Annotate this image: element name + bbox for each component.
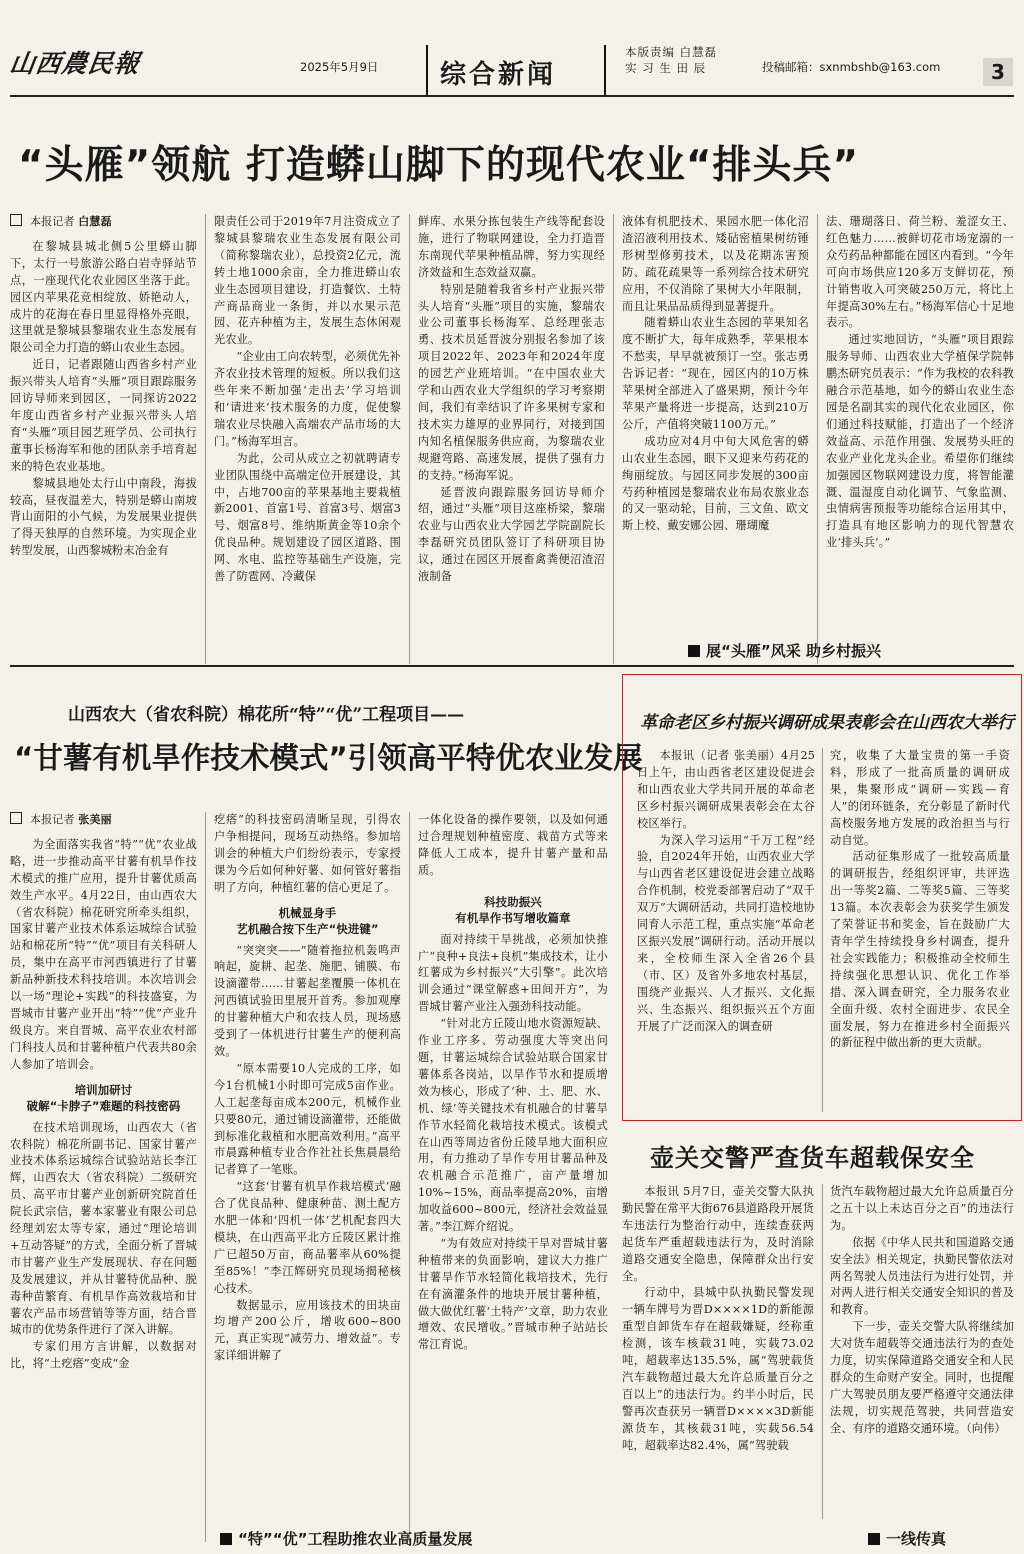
paragraph: 鲜库、水果分拣包装生产线等配套设施，进行了物联网建设，全力打造晋东南现代苹果种植品牌，努力实现经济效益和生态效益双赢。	[418, 215, 605, 279]
masthead-rule	[10, 95, 1014, 97]
article-1-col-5	[826, 214, 1014, 634]
column-rule	[822, 1184, 823, 1519]
subheading	[214, 905, 401, 937]
paragraph: 依据《中华人民共和国道路交通安全法》相关规定，执勤民警依法对两名驾驶人员违法行为进行处罚，并对两人进行相关交通安全知识的普及和教育。	[830, 1235, 1014, 1317]
byline-box-icon	[10, 812, 22, 824]
article-1-col-4	[622, 214, 809, 664]
paragraph: 为此，公司从成立之初就聘请专业团队围绕中高端定位开展建设，其中，占地700亩的苹果基地主要栽植新2001、首富1号、首富3号、烟富3号、烟富8号、维纳斯黄金等10余个优良品种。规划建设了园区道路、围网、水电、监控等基础生产设施，完善了防雹网、冷藏保	[214, 451, 401, 584]
byline-name: 张美丽	[78, 813, 112, 826]
column-rule	[205, 812, 206, 1542]
subheading-line: 破解“卡脖子”难题的科技密码	[26, 1098, 181, 1113]
subheading-line: 科技助振兴	[484, 894, 542, 909]
paragraph: “这套‘甘薯有机旱作栽培模式’融合了优良品种、健康种苗、测土配方水肥一体和‘四机一体’艺机配套四大模块，在山西高平北方丘陵区累计推广已超50万亩，商品薯率从60%提至85%！”李江辉研究员现场揭秘核心技术。	[214, 1180, 401, 1295]
article-1-col-3	[418, 214, 605, 664]
paragraph: 为全面落实我省“特”“优”农业战略，进一步推动高平甘薯有机旱作技术模式的推广应用，提升甘薯优质高效生产水平。4月22日，由山西农大（省农科院）棉花研究所牵头组织，国家甘薯产业技术体系运城综合试验站和棉花所“特”“优”项目有关科研人员，集中在高平市河西镇进行了甘薯新品种新技术科技培训。本次培训会以一场“理论+实践”的科技盛宴，为晋城市甘薯产业开出“特”“优”产业升级良方。来自晋城、高平农业农村部门科技人员和甘薯种植户代表共80余人参加了培训会。	[10, 837, 197, 1071]
section-name: 综合新闻	[440, 60, 557, 90]
column-rule	[822, 748, 823, 1112]
subheading-line: 艺机融合按下生产“快进键”	[236, 921, 379, 936]
masthead-bar-right	[604, 45, 606, 95]
paragraph: “针对北方丘陵山地水资源短缺、作业工序多、劳动强度大等突出问题，甘薯运城综合试验站联合国家甘薯体系各岗站，以旱作节水和提质增效为核心，形成了‘种、土、肥、水、机、绿’等关键技术有机融合的甘薯旱作节水轻简化栽培技术模式。该模式在山西等周边省份丘陵旱地大面积应用，有力推动了旱作专用甘薯品种及农机融合示范推广，亩产量增加10%~15%，商品率提高20%，亩增加收益600~800元，经济社会效益显著。”李江辉介绍说。	[418, 1017, 608, 1234]
paragraph: 在黎城县城北侧5公里蟒山脚下，太行一号旅游公路白岩寺驿站节点，一座现代化农业园区坐落于此。园区内苹果花竞相绽放、娇艳动人，成片的花海在春日里显得格外亮眼，这里就是黎城县黎瑞农业生态发展有限公司全力打造的蟒山农业生态园。	[10, 239, 197, 355]
paragraph: 本报讯 5月7日，壶关交警大队执勤民警在常平大街676县道路段开展货车违法行为整治行动中，连续查获两起货车严重超载违法行为，及时消除道路交通安全隐患，保障群众出行安全。	[622, 1185, 814, 1283]
article-1-tagline	[688, 640, 881, 661]
subheading-line: 有机旱作书写增收篇章	[455, 910, 571, 925]
article-4-tagline	[868, 1528, 946, 1549]
byline-name: 白慧磊	[78, 215, 112, 228]
article-2-kicker: 山西农大（省农科院）棉花所“特”“优”工程项目——	[68, 705, 465, 725]
article-4-col-1	[622, 1184, 814, 1544]
paragraph: 货汽车载物超过最大允许总质量百分之五十以上未达百分之百”的违法行为。	[830, 1185, 1014, 1232]
article-2-col-2	[214, 812, 401, 1532]
black-square-icon	[868, 1533, 880, 1545]
page-number: 3	[983, 58, 1013, 86]
article-1-title: “头雁”领航 打造蟒山脚下的现代农业“排头兵”	[18, 143, 860, 188]
subheading-line: 培训加研讨	[74, 1082, 133, 1097]
paragraph: “原本需要10人完成的工序，如今1台机械1小时即可完成5亩作业。人工起垄每亩成本200元，机械作业只要80元，通过铺设滴灌带，还能做到标准化栽植和水肥高效利用。”高平市晨露种植专业合作社社长焦晨晨给记者算了一笔账。	[214, 1061, 401, 1177]
paragraph: “企业由工向农转型，必须优先补齐农业技术管理的短板。所以我们这些年来不断加强‘走出去’学习培训和‘请进来’技术服务的力度，促使黎瑞农业尽快融入高端农产品市场的大门。”杨海军坦言。	[214, 350, 401, 448]
byline-label: 本报记者	[30, 215, 75, 228]
paragraph: 专家们用方言讲解，以数据对比，将“土疙瘩”变成“金	[10, 1340, 197, 1371]
tagline-text: 一线传真	[886, 1530, 947, 1548]
article-1-byline	[10, 214, 197, 231]
column-rule	[409, 812, 410, 1542]
submission-email: 投稿邮箱：sxnmbshb@163.com	[762, 60, 941, 74]
column-rule	[817, 214, 818, 664]
paragraph: 一体化设备的操作要领，以及如何通过合理规划种植密度、栽苗方式等来降低人工成本，提升甘薯产量和品质。	[418, 813, 608, 877]
column-rule	[613, 214, 614, 664]
paragraph: 法、珊瑚落日、荷兰粉、羞涩女王、红色魅力……被鲜切花市场宠溺的一众芍药品种都能在园区内看到。“今年可向市场供应120多万支鲜切花，预计销售收入可突破250万元，将比上年提高30%左右。”杨海军信心十足地表示。	[826, 215, 1014, 330]
article-1-col-2	[214, 214, 401, 664]
article-3-title: 革命老区乡村振兴调研成果表彰会在山西农大举行	[640, 713, 1014, 733]
newspaper-logo: 山西農民報	[7, 49, 142, 78]
article-2-col-1	[10, 812, 197, 1542]
tagline-text: “特”“优”工程助推农业高质量发展	[238, 1530, 473, 1548]
column-rule	[409, 214, 410, 664]
paragraph: 疙瘩”的科技密码清晰呈现，引得农户争相提问，现场互动热络。参加培训会的种植大户们纷纷表示，专家授课为今后如何种好薯、如何管好薯指明了方向，种植红薯的信心更足了。	[214, 813, 401, 894]
paragraph: 下一步，壶关交警大队将继续加大对货车超载等交通违法行为的查处力度，切实保障道路交通安全和人民群众的生命财产安全。同时，也提醒广大驾驶员朋友要严格遵守交通法律法规，切实规范驾驶，共同营造安全、有序的道路交通环境。（向伟）	[830, 1320, 1014, 1435]
paragraph: 行动中，县城中队执勤民警发现一辆车牌号为晋D××××1D的新能源重型自卸货车存在超载嫌疑，经称重检测，该车核载31吨，实载73.02吨，超载率达135.5%，属“驾驶载货汽车载物超过最大允许总质量百分之百以上”的违法行为。约半小时后，民警再次查获另一辆晋D××××3D新能源货车，其核载31吨，实载56.54吨，超载率达82.4%，属“驾驶载	[622, 1286, 814, 1452]
article-3-col-2	[830, 748, 1010, 1112]
paragraph: 随着蟒山农业生态园的苹果知名度不断扩大，每年成熟季，苹果根本不愁卖，早早就被预订一空。张志勇告诉记者：“现在，园区内的10万株苹果树全部进入了盛果期，预计今年苹果产量将进一步提高，达到210万公斤，产值将突破1100万元。”	[622, 316, 809, 431]
article-4-col-2	[830, 1184, 1014, 1514]
paragraph: 本报讯（记者 张美丽）4月25日上午，由山西省老区建设促进会和山西农业大学共同开展的革命老区乡村振兴调研成果表彰会在太谷校区举行。	[637, 749, 815, 830]
paragraph: 活动征集形成了一批较高质量的调研报告，经组织评审，共评选出一等奖2篇、二等奖5篇、三等奖13篇。本次表彰会为获奖学生颁发了荣誉证书和奖金，旨在鼓励广大青年学生持续投身乡村调查，提升社会实践能力；积极推动全校师生持续强化思想认识、优化工作举措、深入调查研究，全力服务农业全面升级、农村全面进步、农民全面发展，努力在推进乡村全面振兴的新征程中做出新的更大贡献。	[830, 850, 1010, 1050]
paragraph: 为深入学习运用“千万工程”经验，自2024年开始，山西农业大学与山西省老区建设促进会建立战略合作机制，校党委部署启动了“双千双万”大调研活动，共同打造校地协同育人示范工程，重点实施“革命老区振兴发展”调研行动。活动开展以来，全校师生深入全省26个县（市、区）及省外多地农村基层，围绕产业振兴、人才振兴、文化振兴、生态振兴、组织振兴五个方面开展了广泛而深入的调查研	[637, 833, 815, 1033]
column-rule	[205, 214, 206, 664]
paragraph: 限责任公司于2019年7月注资成立了黎城县黎瑞农业生态发展有限公司（简称黎瑞农业），总投资2亿元，流转土地1000余亩，全力推进蟒山农业生态园项目建设，打造餐饮、土特产商品商业一条街，并以水果示范园、花卉种植为主，发展生态休闲观光农业。	[214, 215, 401, 347]
section-rule	[10, 665, 1014, 667]
paragraph: 面对持续干旱挑战，必须加快推广“良种+良法+良机”集成技术，让小红薯成为乡村振兴“大引擎”。此次培训会通过“课堂解惑+田间开方”，为晋城甘薯产业注入强劲科技动能。	[418, 932, 608, 1014]
article-4-title: 壶关交警严查货车超载保安全	[650, 1144, 975, 1172]
paragraph: “为有效应对持续干旱对晋城甘薯种植带来的负面影响，建议大力推广甘薯旱作节水轻简化栽培技术，先行在有滴灌条件的地块开展甘薯种植，做大做优红薯‘土特产’文章，助力农业增效、农民增收。”晋城市种子站站长常江育说。	[418, 1236, 608, 1352]
article-2-byline	[10, 812, 197, 829]
article-2-tagline	[220, 1528, 472, 1549]
paragraph: 黎城县地处太行山中南段，海拔较高，昼夜温差大，特别是蟒山南坡背山面阳的小气候，为发展果业提供了得天独厚的自然环境。为实现企业转型发展，山西黎城粉末冶金有	[10, 476, 197, 558]
masthead-bar-left	[426, 45, 428, 95]
tagline-text: 展“头雁”风采 助乡村振兴	[706, 642, 881, 660]
black-square-icon	[688, 645, 700, 657]
masthead	[0, 0, 1024, 100]
issue-date: 2025年5月9日	[300, 60, 379, 74]
paragraph: 特别是随着我省乡村产业振兴带头人培育“头雁”项目的实施，黎瑞农业公司董事长杨海军、总经理张志勇、技术员延晋波分别报名参加了该项目2022年、2023年和2024年度的园艺产业班培训。“在中国农业大学和山西农业大学组织的学习考察期间，我们有幸结识了许多果树专家和技术实力雄厚的业界同行，对接到国内知名植保服务供应商，为黎瑞农业规避弯路、高速发展，提供了强有力的支持。”杨海军说。	[418, 282, 605, 482]
paragraph: 延晋波向跟踪服务回访导师介绍，通过“头雁”项目这座桥梁，黎瑞农业与山西农业大学园艺学院副院长李磊研究员团队签订了科研项目协议，通过在园区开展畜禽粪便沼渣沼液制备	[418, 485, 605, 584]
paragraph: 成功应对4月中旬大风危害的蟒山农业生态园，眼下又迎来芍药花的绚丽绽放。与园区同步发展的300亩芍药种植园是黎瑞农业布局农旅业态的又一驱动轮，目前，三文鱼、欧文斯上校、戴安娜公园、珊瑚魔	[622, 434, 809, 533]
paragraph: 究，收集了大量宝贵的第一手资料，形成了一批高质量的调研成果，集聚形成“调研—实践—育人”的闭环链条，充分彰显了新时代高校服务地方发展的政治担当与行动自觉。	[830, 749, 1010, 847]
black-square-icon	[220, 1533, 232, 1545]
subheading-line: 机械显身手	[278, 905, 337, 920]
byline-label: 本报记者	[30, 813, 75, 826]
paragraph: 近日，记者跟随山西省乡村产业振兴带头人培育“头雁”项目跟踪服务回访导师来到园区，一同探访2022年度山西省乡村产业振兴带头人培育“头雁”项目园艺班学员、公司执行董事长杨海军和他的团队亲手培育起来的特色农业基地。	[10, 358, 197, 473]
paragraph: 数据显示，应用该技术的田块亩均增产200公斤，增收600~800元，真正实现“减劳力、增效益”。专家详细讲解了	[214, 1298, 401, 1363]
subheading	[418, 894, 608, 926]
article-2-col-3	[418, 812, 608, 1532]
editor-line-2: 实 习 生 田 辰	[625, 61, 707, 75]
paragraph: 在技术培训现场，山西农大（省农科院）棉花所副书记、国家甘薯产业技术体系运城综合试验站站长李江辉，山西农大（省农科院）二级研究员、高平市甘薯产业创新研究院首任院长武宗信，薯本家薯业有限公司总经理刘宏太等专家，通过“理论培训+互动答疑”的方式，全面分析了晋城市甘薯产业生产发展现状、存在问题及发展建议，并从甘薯特优品种、脱毒种苗繁育、有机旱作高效栽培和甘薯农产品市场营销等等方面，结合晋城市的优势条件进行了深入讲解。	[10, 1120, 197, 1337]
article-1-col-1	[10, 214, 197, 664]
editor-line-1: 本版责编 白慧磊	[625, 45, 718, 59]
subheading	[10, 1082, 197, 1114]
paragraph: “突突突——”随着拖拉机轰鸣声响起，旋耕、起垄、施肥、铺膜、布设滴灌带……甘薯起垄覆膜一体机在河西镇试验田里展开首秀。参加观摩的甘薯种植大户和农技人员，现场感受到了一体机进行甘薯生产的便利高效。	[214, 943, 401, 1058]
paragraph: 液体有机肥技术、果园水肥一体化沼渣沼液利用技术、矮砧密植果树纺锤形树型修剪技术，以及花期冻害预防、疏花疏果等一系列综合技术研究应用，不仅消除了果树大小年限制，而且让果品品质得到显著提升。	[622, 215, 809, 313]
byline-box-icon	[10, 214, 22, 226]
article-3-col-1	[637, 748, 815, 1112]
article-2-title: “甘薯有机旱作技术模式”引领高平特优农业发展	[14, 741, 643, 775]
paragraph: 通过实地回访，“头雁”项目跟踪服务导师、山西农业大学植保学院韩鹏杰研究员表示：“作为我校的农科教融合示范基地，如今的蟒山农业生态园是名副其实的现代化农业园区，你们通过科技赋能，打造出了一个经济效益高、示范作用强、发展势头旺的农业产业化龙头企业。希望你们继续加强园区物联网建设力度，将智能灌溉、温湿度自动化调节、气象监测、虫情病害预报等功能综合运用其中，打造具有地区影响力的现代智慧农业‘排头兵’。”	[826, 333, 1014, 550]
